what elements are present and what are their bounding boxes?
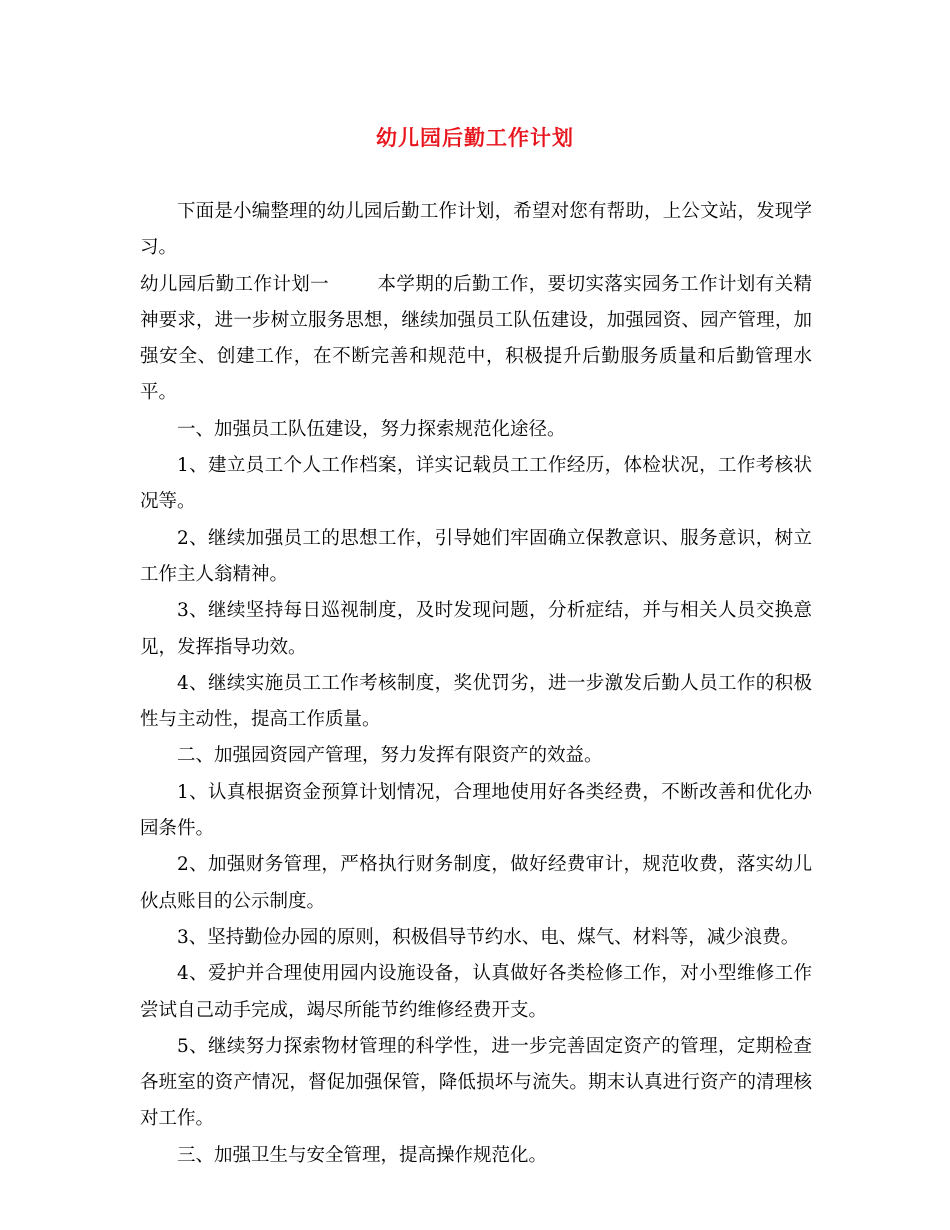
paragraph-2-3: 3、坚持勤俭办园的原则，积极倡导节约水、电、煤气、材料等，减少浪费。 xyxy=(177,926,800,948)
section-heading-2: 二、加强园资园产管理，努力发挥有限资产的效益。 xyxy=(177,745,603,767)
paragraph-1-4: 4、继续实施员工工作考核制度，奖优罚劣，进一步激发后勤人员工作的积极性与主动性，提高工作质量。 xyxy=(140,672,812,731)
intro-paragraph: 下面是小编整理的幼儿园后勤工作计划，希望对您有帮助，上公文站，发现学习。 xyxy=(140,201,812,259)
paragraph-2-4: 4、爱护并合理使用园内设施设备，认真做好各类检修工作，对小型维修工作尝试自己动手完成，竭尽所能节约维修经费开支。 xyxy=(140,963,812,1021)
section-heading-3: 三、加强卫生与安全管理，提高操作规范化。 xyxy=(177,1144,548,1166)
document-title: 幼儿园后勤工作计划 xyxy=(376,125,574,150)
plan-intro-paragraph xyxy=(140,267,812,412)
paragraph-2-5: 5、继续努力探索物材管理的科学性，进一步完善固定资产的管理，定期检查各班室的资产情况，督促加强保管，降低损坏与流失。期末认真进行资产的清理核对工作。 xyxy=(140,1035,812,1130)
paragraph-2-1: 1、认真根据资金预算计划情况，合理地使用好各类经费，不断改善和优化办园条件。 xyxy=(140,781,812,840)
plan-intro-text: 本学期的后勤工作，要切实落实园务工作计划有关精神要求，进一步树立服务思想，继续加强员工队伍建设，加强园资、园产管理，加强安全、创建工作，在不断完善和规范中，积极提升后勤服务质量和后勤管理水平。 xyxy=(140,273,812,404)
paragraph-1-1: 1、建立员工个人工作档案，详实记载员工工作经历，体检状况，工作考核状况等。 xyxy=(140,455,812,513)
plan-heading: 幼儿园后勤工作计划一 xyxy=(140,273,330,295)
section-heading-1: 一、加强员工队伍建设，努力探索规范化途径。 xyxy=(177,418,566,440)
document-body xyxy=(140,194,812,1174)
paragraph-2-2: 2、加强财务管理，严格执行财务制度，做好经费审计，规范收费，落实幼儿伙点账目的公示制度。 xyxy=(140,854,812,912)
paragraph-1-3: 3、继续坚持每日巡视制度，及时发现问题，分析症结，并与相关人员交换意见，发挥指导功效。 xyxy=(140,600,812,658)
paragraph-1-2: 2、继续加强员工的思想工作，引导她们牢固确立保教意识、服务意识，树立工作主人翁精神。 xyxy=(140,527,812,585)
